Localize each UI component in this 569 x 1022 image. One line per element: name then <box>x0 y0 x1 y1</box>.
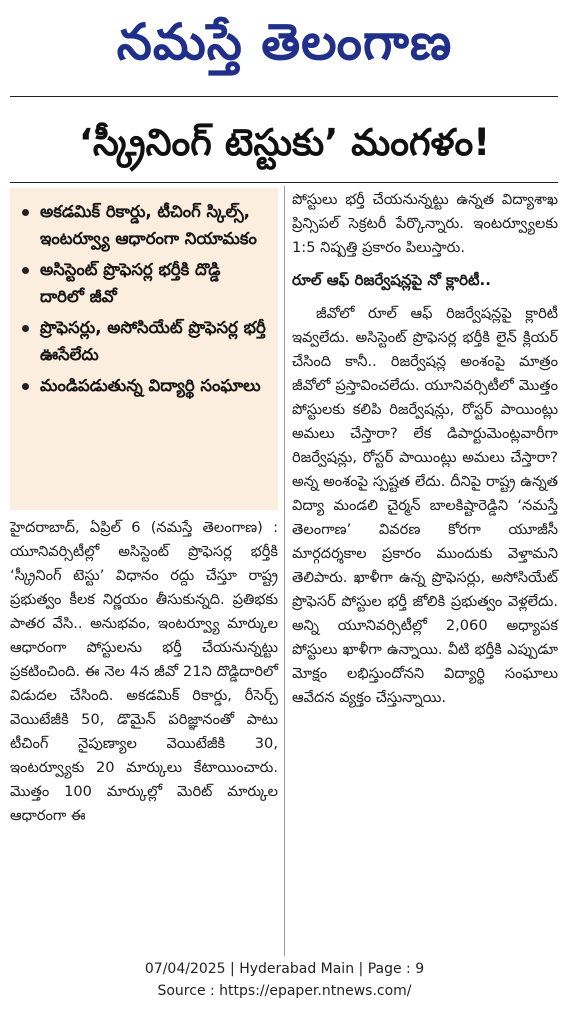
article-headline: ‘స్క్రీనింగ్ టెస్టుకు’ మంగళం! <box>78 121 491 164</box>
masthead-logo: నమస్తే తెలంగాణ <box>116 13 453 71</box>
section-subheading: రూల్ ఆఫ్ రిజర్వేషన్లపై నో క్లారిటీ.. <box>292 271 491 289</box>
masthead-divider <box>10 96 558 97</box>
edition-line: 07/04/2025 | Hyderabad Main | Page : 9 <box>144 961 425 977</box>
highlight-item <box>18 314 270 368</box>
highlight-item <box>18 372 270 399</box>
bullet-icon <box>22 383 29 390</box>
right-column-intro: పోస్టులు భర్తీ చేయనున్నట్టు ఉన్నత విద్యాశాఖ ప్రిన్సిపల్ సెక్రటరీ పేర్కొన్నారు. ఇంటర్వ్యూలకు 1:5 నిష్పత్తి ప్రకారం పిలుస్తారు. <box>292 191 558 256</box>
bullet-icon <box>22 267 29 274</box>
highlight-text: అకడమిక్ రికార్డు, టీచింగ్ స్కిల్స్, ఇంటర్వ్యూ ఆధారంగా నియామకం <box>40 202 257 248</box>
bullet-icon <box>22 209 29 216</box>
highlight-text: మండిపడుతున్న విద్యార్థి సంఘాలు <box>40 376 261 395</box>
right-column-body: జీవోలో రూల్ ఆఫ్ రిజర్వేషన్లపై క్లారిటీ ఇవ్వలేదు. అసిస్టెంట్ ప్రొఫెసర్ల భర్తీకి లైన్ క్లియర్ చేసింది కానీ.. రిజర్వేషన్ల అంశంపై మాత్రం జీవోలో ప్రస్తావించలేదు. యూనివర్సిటీలో మొత్తం పోస్టులకు కలిపి రిజర్వేషన్లు, రోస్టర్ పాయింట్లు అమలు చేస్తారా? లేక డిపార్టుమెంట్లవారీగా రిజర్వేషన్లు, రోస్టర్ పాయింట్లు అమలు చేస్తారా? అన్న అంశంపై స్పష్టత లేదు. దీనిపై రాష్ట్ర ఉన్నత విద్యా మండలి చైర్మన్ బాలకిష్టారెడ్డిని ‘నమస్తే తెలంగాణ’ వివరణ కోరగా యూజీసీ మార్గదర్శకాల ప్రకారం ముందుకు వెళ్తామని తెలిపారు. ఖాళీగా ఉన్న ప్రొఫెసర్లు, అసోసియేట్ ప్రొఫెసర్ పోస్టుల భర్తీ జోలికి ప్రభుత్వం వెళ్లలేదు. అన్ని యూనివర్సిటీల్లో 2,060 అధ్యాపక పోస్టులు ఖాళీగా ఉన్నాయి. వీటి భర్తీకి ఎప్పుడూ మోక్షం లభిస్తుందోనని విద్యార్థి సంఘాలు ఆవేదన వ్యక్తం చేస్తున్నాయి. <box>292 305 558 706</box>
left-column <box>10 516 278 956</box>
column-divider <box>284 186 285 956</box>
bullet-icon <box>22 325 29 332</box>
left-column-text: హైదరాబాద్, ఏప్రిల్ 6 (నమస్తే తెలంగాణ) : యూనివర్సిటీల్లో అసిస్టెంట్ ప్రొఫెసర్ల భర్తీకి ‘స్క్రీనింగ్ టెస్టు’ విధానం రద్దు చేస్తూ రాష్ట్ర ప్రభుత్వం కీలక నిర్ణయం తీసుకున్నది. ప్రతిభకు పాతర వేసి.. అనుభవం, ఇంటర్వ్యూ మార్కుల ఆధారంగా పోస్టులను భర్తీ చేయనున్నట్టు ప్రకటించింది. ఈ నెల 4న జీవో 21ని దొడ్డిదారిలో విడుదల చేసింది. అకడమిక్ రికార్డు, రీసెర్చ్ వెయిటేజీకి 50, డొమైన్ పరిజ్ఞానంతో పాటు టీచింగ్ నైపుణ్యాల వెయిటేజీకి 30, ఇంటర్వ్యూకు 20 మార్కులు కేటాయించారు. మొత్తం 100 మార్కుల్లో మెరిట్ మార్కుల ఆధారంగా ఈ <box>10 519 278 824</box>
source-line: Source : https://epaper.ntnews.com/ <box>157 983 412 999</box>
highlight-item <box>18 198 270 252</box>
highlights-box <box>10 188 278 510</box>
right-column <box>292 188 558 958</box>
highlight-text: ప్రొఫెసర్లు, అసోసియేట్ ప్రొఫెసర్ల భర్తీ ఊసేలేదు <box>40 318 266 364</box>
highlight-text: అసిస్టెంట్ ప్రొఫెసర్ల భర్తీకి దొడ్డి దారిలో జీవో <box>40 260 221 306</box>
headline-divider <box>10 182 558 183</box>
highlight-item <box>18 256 270 310</box>
